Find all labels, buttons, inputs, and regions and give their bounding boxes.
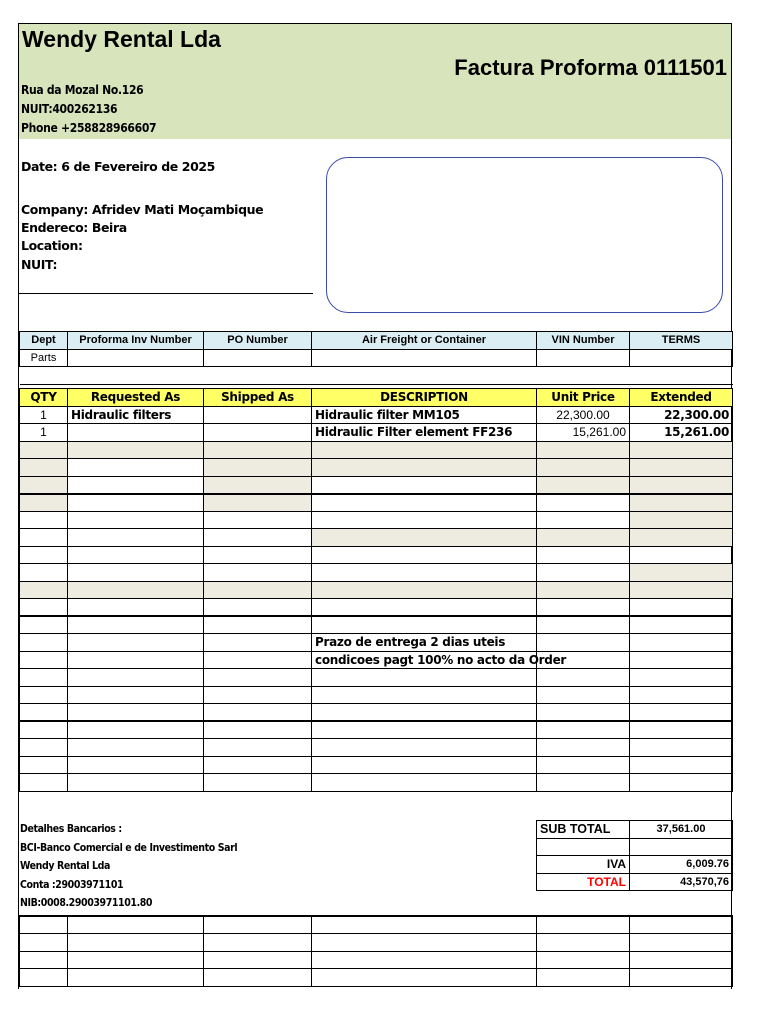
vin-cell (537, 349, 630, 367)
invoice-date: Date: 6 de Fevereiro de 2025 (21, 159, 215, 174)
dept-header: Dept (20, 332, 68, 350)
dept-cell: Parts (20, 349, 68, 367)
delivery-note: Prazo de entrega 2 dias uteis (312, 634, 537, 652)
subtotal-row (537, 821, 733, 839)
iva-label: IVA (537, 856, 630, 874)
dept-row (20, 349, 733, 367)
company-phone: Phone +258828966607 (21, 121, 157, 135)
iva-value: 6,009.76 (630, 856, 733, 874)
description-cell: Hidraulic Filter element FF236 (312, 424, 537, 442)
payment-note: condicoes pagt 100% no acto da Order (312, 651, 537, 669)
total-value: 43,570,76 (630, 873, 733, 891)
dept-header-row (20, 332, 733, 350)
table-row (20, 406, 733, 424)
table-row (20, 616, 733, 634)
table-row (20, 721, 733, 739)
requested-header: Requested As (68, 389, 204, 407)
description-header: DESCRIPTION (312, 389, 537, 407)
proforma-cell (68, 349, 204, 367)
table-row (20, 969, 733, 987)
subtotal-value: 37,561.00 (630, 821, 733, 839)
bank-title: Detalhes Bancarios : (20, 823, 122, 835)
table-row (20, 686, 733, 704)
company-address: Rua da Mozal No.126 (21, 83, 144, 97)
description-cell: Hidraulic filter MM105 (312, 406, 537, 424)
vin-header: VIN Number (537, 332, 630, 350)
invoice-header (19, 24, 731, 139)
table-row (20, 564, 733, 582)
table-row (20, 951, 733, 969)
table-row (20, 774, 733, 792)
items-table (19, 388, 733, 792)
proforma-header: Proforma Inv Number (68, 332, 204, 350)
client-location: Location: (21, 238, 83, 253)
client-endereco: Endereco: Beira (21, 220, 127, 235)
account-name: Wendy Rental Lda (20, 860, 110, 872)
bottom-grid (19, 915, 733, 987)
unit-price-cell: 15,261.00 (537, 424, 630, 442)
unit-price-cell: 22,300.00 (537, 406, 630, 424)
table-row (20, 651, 733, 669)
table-row (20, 669, 733, 687)
invoice-sheet (18, 23, 732, 989)
signature-line (19, 293, 313, 294)
table-row (20, 581, 733, 599)
table-row (20, 494, 733, 512)
extended-cell: 22,300.00 (630, 406, 733, 424)
shipped-cell (204, 424, 312, 442)
items-header-row (20, 389, 733, 407)
terms-header: TERMS (630, 332, 733, 350)
qty-header: QTY (20, 389, 68, 407)
table-row (20, 704, 733, 722)
qty-cell: 1 (20, 424, 68, 442)
unit-price-header: Unit Price (537, 389, 630, 407)
extended-cell: 15,261.00 (630, 424, 733, 442)
totals-table (536, 820, 733, 891)
table-row (20, 739, 733, 757)
table-row (20, 599, 733, 617)
subtotal-label: SUB TOTAL (537, 821, 630, 839)
spacer-row (20, 367, 733, 385)
total-label: TOTAL (537, 873, 630, 891)
iva-row (537, 856, 733, 874)
qty-cell: 1 (20, 406, 68, 424)
shipped-header: Shipped As (204, 389, 312, 407)
table-row (20, 441, 733, 459)
po-cell (204, 349, 312, 367)
terms-cell (630, 349, 733, 367)
shipped-cell (204, 406, 312, 424)
table-row (20, 511, 733, 529)
table-row (20, 459, 733, 477)
dept-table (19, 331, 733, 385)
total-row (537, 873, 733, 891)
table-row (20, 476, 733, 494)
table-row (20, 529, 733, 547)
nib-number: NIB:0008.29003971101.80 (20, 897, 153, 909)
notes-box (326, 157, 723, 313)
freight-header: Air Freight or Container (312, 332, 537, 350)
table-row (20, 916, 733, 934)
freight-cell (312, 349, 537, 367)
company-name: Wendy Rental Lda (22, 26, 221, 52)
document-title: Factura Proforma 0111501 (454, 55, 727, 80)
table-row (20, 424, 733, 442)
client-company: Company: Afridev Mati Moçambique (21, 202, 264, 217)
table-row (20, 934, 733, 952)
table-row (20, 634, 733, 652)
extended-header: Extended (630, 389, 733, 407)
requested-cell (68, 424, 204, 442)
table-row (20, 756, 733, 774)
company-nuit: NUIT:400262136 (21, 102, 118, 116)
bank-name: BCI-Banco Comercial e de Investimento Sarl (20, 842, 238, 854)
table-row (20, 546, 733, 564)
requested-cell: Hidraulic filters (68, 406, 204, 424)
po-header: PO Number (204, 332, 312, 350)
account-number: Conta :29003971101 (20, 879, 124, 891)
client-nuit: NUIT: (21, 257, 58, 272)
